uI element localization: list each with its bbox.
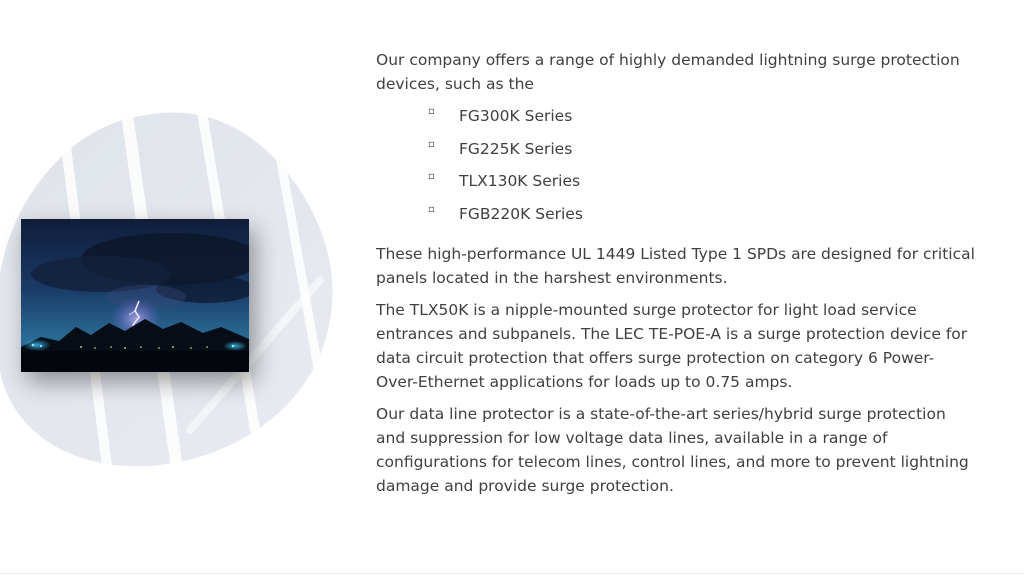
square-bullet-icon: ▫ (428, 203, 435, 215)
product-label: FG300K Series (459, 107, 573, 125)
list-item (376, 137, 976, 170)
list-item (376, 104, 976, 137)
paragraph-tlx50k: The TLX50K is a nipple-mounted surge protector for light load service entrances and subpanels. The LEC TE-POE-A is a surge protection device for data circuit protection that offers surge protection on category 6 Power-Over-Ethernet applications for loads up to 0.75 amps. (376, 301, 968, 391)
list-item (376, 169, 976, 202)
product-list (376, 104, 976, 234)
square-bullet-icon: ▫ (428, 171, 435, 182)
lightning-storm-image (21, 219, 249, 372)
product-label: TLX130K Series (459, 172, 581, 190)
paragraph-data-line: Our data line protector is a state-of-the-art series/hybrid surge protection and suppression for low voltage data lines, available in a range of configurations for telecom lines, control lines, and more to prevent lightning damage and provide surge protection. (376, 405, 969, 495)
list-item (376, 202, 976, 235)
square-bullet-icon: ▫ (428, 106, 435, 117)
paragraph-ul-listed: These high-performance UL 1449 Listed Type 1 SPDs are designed for critical panels located in the harshest environments. (376, 245, 975, 287)
square-bullet-icon: ▫ (428, 138, 435, 150)
divider (0, 573, 1024, 574)
intro-paragraph: Our company offers a range of highly demanded lightning surge protection devices, such as the (376, 51, 960, 93)
lightning-storm-photo (21, 219, 249, 372)
product-label: FG225K Series (459, 139, 573, 158)
product-label: FGB220K Series (459, 204, 583, 223)
content-text (376, 48, 976, 506)
